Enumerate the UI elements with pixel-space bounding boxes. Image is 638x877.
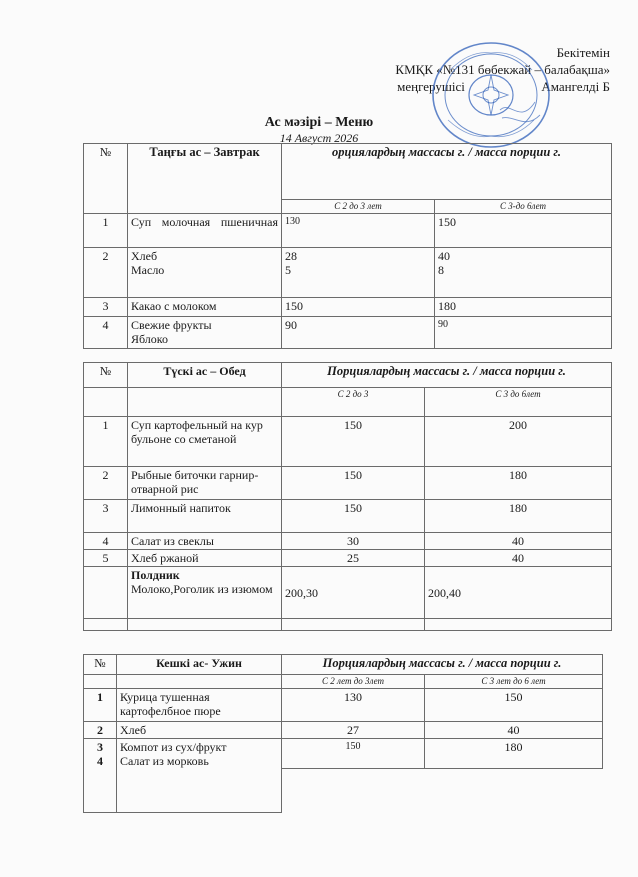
empty-cell bbox=[84, 675, 117, 689]
snack-label: Полдник bbox=[131, 568, 180, 582]
portion-header: Порциялардың массасы г. / масса порции г. bbox=[282, 655, 603, 675]
table-row bbox=[84, 214, 612, 248]
portion-value: 200,30 bbox=[282, 567, 425, 619]
table-row bbox=[84, 467, 612, 500]
portion-value: 130 bbox=[282, 214, 435, 248]
empty-cell bbox=[117, 675, 282, 689]
approval-position: меңгерушісі bbox=[397, 79, 465, 94]
portion-value: 150 bbox=[282, 500, 425, 533]
table-row bbox=[84, 567, 612, 619]
num-header: № bbox=[84, 144, 128, 214]
empty-cell bbox=[282, 619, 425, 631]
portion-value: 150 bbox=[282, 739, 425, 769]
empty-cell bbox=[425, 619, 612, 631]
dish-name: Хлеб ржаной bbox=[128, 550, 282, 567]
portion-value: 28 bbox=[285, 249, 297, 263]
num-header: № bbox=[84, 363, 128, 388]
menu-title: Ас мәзірі – Меню bbox=[264, 115, 374, 130]
portion-value: 40 bbox=[425, 722, 603, 739]
portion-header: орциялардың массасы г. / масса порции г. bbox=[282, 144, 612, 200]
row-number: 1 bbox=[84, 417, 128, 467]
table-row bbox=[84, 317, 612, 349]
portion-value: 180 bbox=[425, 739, 603, 769]
portion-value: 150 bbox=[282, 298, 435, 317]
portion-value: 130 bbox=[282, 689, 425, 722]
row-number-cell bbox=[84, 739, 117, 813]
age-column-2: С 3 до 6лет bbox=[425, 388, 612, 417]
dish-name: Суп картофельный на кур бульоне со сметаной bbox=[128, 417, 282, 467]
table-row bbox=[84, 739, 603, 769]
empty-cell bbox=[84, 567, 128, 619]
portion-value: 40 bbox=[425, 533, 612, 550]
meal-header: Кешкі ас- Ужин bbox=[117, 655, 282, 675]
lunch-table bbox=[83, 362, 612, 631]
dish-name: Хлеб bbox=[117, 722, 282, 739]
portion-value: 200 bbox=[425, 417, 612, 467]
empty-cell bbox=[425, 769, 603, 813]
portion-value: 40 bbox=[425, 550, 612, 567]
dish-cell bbox=[128, 248, 282, 298]
dish-name: Салат из морковь bbox=[120, 754, 209, 768]
dish-name: Свежие фрукты bbox=[131, 318, 212, 332]
approval-name: Амангелді Б bbox=[541, 79, 610, 94]
breakfast-table bbox=[83, 143, 612, 349]
dish-name: Лимонный напиток bbox=[128, 500, 282, 533]
age-column-2: С 3 лет до 6 лет bbox=[425, 675, 603, 689]
dish-name: Рыбные биточки гарнир-отварной рис bbox=[128, 467, 282, 500]
table-row bbox=[84, 550, 612, 567]
portion-value: 25 bbox=[282, 550, 425, 567]
empty-cell bbox=[128, 388, 282, 417]
dinner-table bbox=[83, 654, 603, 813]
dish-name: Салат из свеклы bbox=[128, 533, 282, 550]
empty-cell bbox=[84, 619, 128, 631]
portion-value: 8 bbox=[438, 263, 444, 277]
portion-value: 200,40 bbox=[425, 567, 612, 619]
portion-value: 150 bbox=[425, 689, 603, 722]
dish-name: Какао с молоком bbox=[128, 298, 282, 317]
dish-name: Молоко,Роголик из изюмом bbox=[131, 582, 273, 596]
table-row bbox=[84, 689, 603, 722]
num-header: № bbox=[84, 655, 117, 675]
portion-value: 27 bbox=[282, 722, 425, 739]
approval-line-2: КМҚК «№131 бөбекжай – балабақша» bbox=[395, 62, 610, 77]
row-number: 1 bbox=[84, 689, 117, 722]
empty-cell bbox=[282, 769, 425, 813]
meal-header: Таңғы ас – Завтрак bbox=[128, 144, 282, 214]
portion-value: 150 bbox=[282, 417, 425, 467]
dish-name: Хлеб bbox=[131, 249, 158, 263]
dish-name: Масло bbox=[131, 263, 165, 277]
meal-header: Түскі ас – Обед bbox=[128, 363, 282, 388]
portion-value: 180 bbox=[435, 298, 612, 317]
empty-cell bbox=[128, 619, 282, 631]
row-number: 2 bbox=[84, 722, 117, 739]
dish-cell bbox=[128, 317, 282, 349]
portion-value: 30 bbox=[282, 533, 425, 550]
dish-cell bbox=[117, 739, 282, 813]
row-number: 2 bbox=[84, 467, 128, 500]
table-row bbox=[84, 533, 612, 550]
row-number: 3 bbox=[84, 298, 128, 317]
snack-cell bbox=[128, 567, 282, 619]
dish-name: Суп молочная пшеничная bbox=[128, 214, 282, 248]
row-number: 3 bbox=[97, 740, 103, 754]
table-row bbox=[84, 722, 603, 739]
portion-value: 5 bbox=[285, 263, 291, 277]
row-number: 3 bbox=[84, 500, 128, 533]
portion-value: 150 bbox=[435, 214, 612, 248]
portion-header: Порциялардың массасы г. / масса порции г. bbox=[282, 363, 612, 388]
portion-value: 150 bbox=[282, 467, 425, 500]
table-row bbox=[84, 500, 612, 533]
menu-date: 14 Август 2026 bbox=[279, 131, 359, 145]
table-row bbox=[84, 298, 612, 317]
portion-value: 180 bbox=[425, 467, 612, 500]
portion-cell bbox=[282, 248, 435, 298]
portion-cell bbox=[435, 248, 612, 298]
row-number: 1 bbox=[84, 214, 128, 248]
age-column-2: С 3-до 6лет bbox=[435, 200, 612, 214]
empty-cell bbox=[84, 388, 128, 417]
row-number: 4 bbox=[84, 317, 128, 349]
table-row bbox=[84, 248, 612, 298]
age-column-1: С 2 до 3 лет bbox=[282, 200, 435, 214]
dish-name: Компот из сух/фрукт bbox=[120, 740, 227, 754]
portion-value: 180 bbox=[425, 500, 612, 533]
dish-name: Курица тушенная картофелбное пюре bbox=[117, 689, 282, 722]
row-number: 4 bbox=[97, 754, 103, 768]
age-column-1: С 2 лет до 3лет bbox=[282, 675, 425, 689]
approval-line-1: Бекітемін bbox=[556, 45, 610, 60]
row-number: 2 bbox=[84, 248, 128, 298]
row-number: 4 bbox=[84, 533, 128, 550]
dish-name: Яблоко bbox=[131, 332, 169, 346]
age-column-1: С 2 до 3 bbox=[282, 388, 425, 417]
portion-value: 90 bbox=[435, 317, 612, 349]
row-number: 5 bbox=[84, 550, 128, 567]
portion-value: 40 bbox=[438, 249, 450, 263]
portion-value: 90 bbox=[282, 317, 435, 349]
table-row bbox=[84, 417, 612, 467]
